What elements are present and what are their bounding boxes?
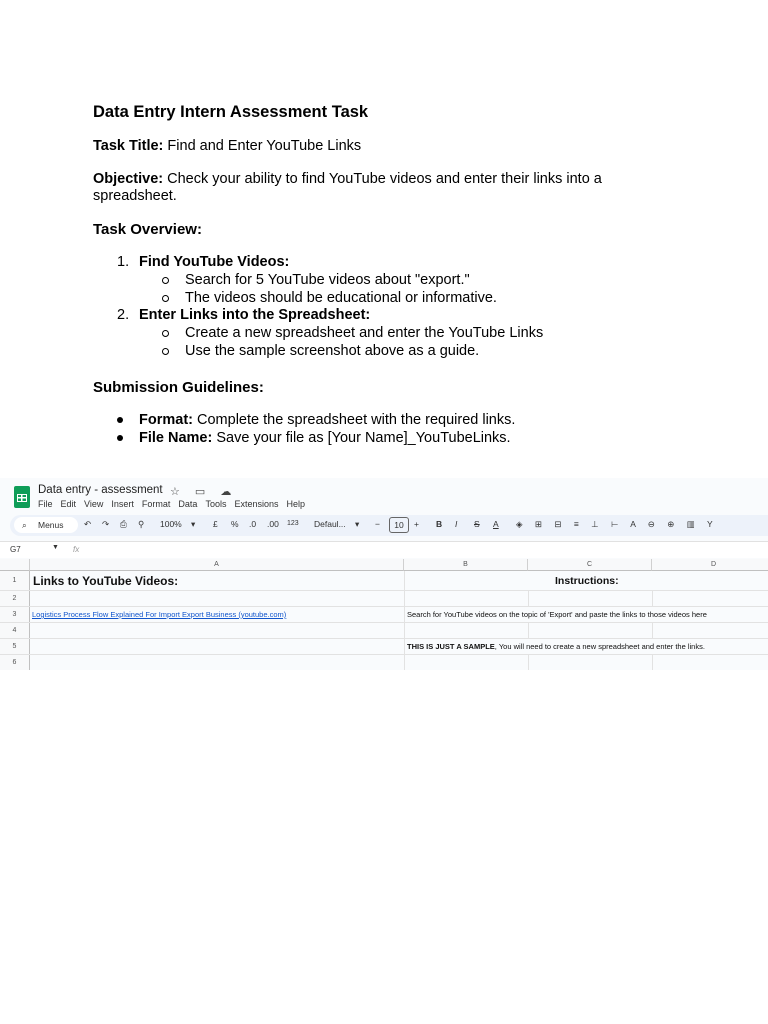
table-row (0, 571, 768, 591)
strikethrough-button[interactable]: S (474, 519, 480, 529)
table-row (0, 591, 768, 607)
sub-item (93, 325, 653, 342)
column-header-d[interactable]: D (652, 559, 768, 571)
cell-a1[interactable]: Links to YouTube Videos: (33, 574, 179, 588)
sub-item-text: Create a new spreadsheet and enter the YouTube Links (185, 325, 544, 341)
task-title-line (93, 138, 653, 155)
guidelines-heading: Submission Guidelines: (93, 379, 264, 396)
step-subitems (139, 325, 653, 360)
menu-tools[interactable]: Tools (205, 499, 227, 509)
text-color-button[interactable]: A (493, 519, 499, 529)
cell-a3-link[interactable]: Logistics Process Flow Explained For Import Export Business (youtube.com) (32, 610, 287, 619)
bullet-icon (117, 417, 123, 423)
column-header-a[interactable]: A (30, 559, 404, 571)
toolbar (10, 515, 768, 536)
row-number[interactable]: 1 (0, 571, 30, 590)
chevron-down-icon[interactable]: ▼ (52, 544, 59, 551)
cell-b3[interactable]: Search for YouTube videos on the topic of 'Export' and paste the links to those videos here (407, 610, 707, 619)
menus-search[interactable] (14, 517, 78, 533)
sub-item-text: Search for 5 YouTube videos about "export." (185, 272, 470, 288)
chevron-down-icon[interactable]: ▾ (355, 519, 360, 529)
font-select[interactable]: Defaul... (314, 519, 346, 529)
number-format-button[interactable]: 123 (287, 520, 299, 527)
table-row (0, 639, 768, 655)
chevron-down-icon[interactable]: ▾ (191, 519, 196, 529)
step-subitems (139, 272, 653, 307)
menu-format[interactable]: Format (141, 499, 171, 509)
step-number: 1. (117, 254, 130, 270)
menu-data[interactable]: Data (178, 499, 198, 509)
menu-insert[interactable]: Insert (111, 499, 134, 509)
font-size-decrease-button[interactable]: − (375, 519, 380, 529)
objective-label: Objective: (93, 171, 164, 187)
title-action-icons[interactable]: ☆ ▭ ☁ (170, 486, 238, 498)
menu-file[interactable]: File (38, 499, 53, 509)
menu-help[interactable]: Help (286, 499, 305, 509)
task-steps (93, 254, 653, 360)
menu-edit[interactable]: Edit (60, 499, 77, 509)
sheets-logo-icon (14, 486, 30, 508)
font-size-increase-button[interactable]: + (414, 519, 419, 529)
step-number: 2. (117, 307, 130, 323)
sheet-title[interactable]: Data entry - assessment (38, 484, 163, 496)
redo-icon[interactable]: ↷ (102, 519, 110, 529)
menu-bar (38, 499, 305, 509)
zoom-select[interactable]: 100% (160, 519, 182, 529)
cell-c1[interactable]: Instructions: (555, 575, 619, 587)
row-number[interactable]: 3 (0, 607, 30, 622)
print-icon[interactable]: ⎙ (120, 519, 127, 529)
corner-cell[interactable] (0, 559, 30, 571)
table-row (0, 655, 768, 670)
circle-bullet-icon (162, 330, 169, 337)
objective-text: Check your ability to find YouTube videos and enter their links into a spreadsheet. (93, 171, 602, 204)
doc-title: Data Entry Intern Assessment Task (93, 103, 369, 121)
percent-button[interactable]: % (231, 519, 239, 529)
sub-item (93, 290, 653, 307)
guidelines-list (93, 412, 653, 447)
cell-b5-bold: THIS IS JUST A SAMPLE (407, 642, 495, 651)
paint-format-icon[interactable]: ⚲ (138, 519, 145, 529)
spreadsheet-screenshot (0, 478, 768, 670)
document-body (93, 104, 653, 447)
menus-search-label: Menus (38, 520, 64, 530)
row-number[interactable]: 2 (0, 591, 30, 606)
objective-line (93, 171, 653, 205)
sub-item (93, 343, 653, 360)
cell-b5-rest: , You will need to create a new spreadsheet and enter the links. (494, 642, 705, 651)
currency-button[interactable]: £ (213, 519, 218, 529)
cell-b5[interactable] (407, 639, 705, 654)
row-number[interactable]: 5 (0, 639, 30, 654)
table-row (0, 607, 768, 623)
menu-view[interactable]: View (84, 499, 104, 509)
italic-button[interactable]: I (455, 519, 458, 529)
guideline-item (93, 430, 653, 447)
step-title: Find YouTube Videos: (139, 254, 290, 270)
search-icon: ⌕ (22, 520, 27, 530)
sub-item-text: The videos should be educational or informative. (185, 290, 497, 306)
bullet-icon (117, 435, 123, 441)
step-title: Enter Links into the Spreadsheet: (139, 307, 371, 323)
step-item (93, 254, 653, 307)
column-header-b[interactable]: B (404, 559, 528, 571)
fx-icon: fx (73, 545, 80, 554)
circle-bullet-icon (162, 277, 169, 284)
guideline-label: File Name: (139, 430, 213, 446)
font-size-input[interactable]: 10 (389, 517, 409, 533)
step-item (93, 307, 653, 360)
column-header-c[interactable]: C (528, 559, 652, 571)
formula-bar (0, 541, 768, 558)
menu-extensions[interactable]: Extensions (234, 499, 279, 509)
bold-button[interactable]: B (436, 519, 443, 529)
task-title-value: Find and Enter YouTube Links (167, 138, 362, 154)
circle-bullet-icon (162, 295, 169, 302)
table-row (0, 623, 768, 639)
row-number[interactable]: 6 (0, 655, 30, 670)
circle-bullet-icon (162, 348, 169, 355)
overview-heading: Task Overview: (93, 221, 202, 238)
guideline-text: Complete the spreadsheet with the required links. (197, 412, 516, 428)
guideline-item (93, 412, 653, 429)
name-box[interactable]: G7 (10, 545, 21, 554)
undo-icon[interactable]: ↶ (84, 519, 92, 529)
sub-item-text: Use the sample screenshot above as a guide. (185, 343, 480, 359)
task-title-label: Task Title: (93, 138, 164, 154)
increase-decimal-button[interactable]: .00 (267, 519, 279, 529)
decrease-decimal-button[interactable]: .0 (249, 519, 257, 529)
guideline-text: Save your file as [Your Name]_YouTubeLinks. (216, 430, 511, 446)
row-number[interactable]: 4 (0, 623, 30, 638)
toolbar-tail-icons[interactable]: ◈ ⊞ ⊟ ≡ ⊥ ⊢ A ⊖ ⊕ ▥ Y (516, 519, 718, 529)
guideline-label: Format: (139, 412, 193, 428)
sub-item (93, 272, 653, 289)
